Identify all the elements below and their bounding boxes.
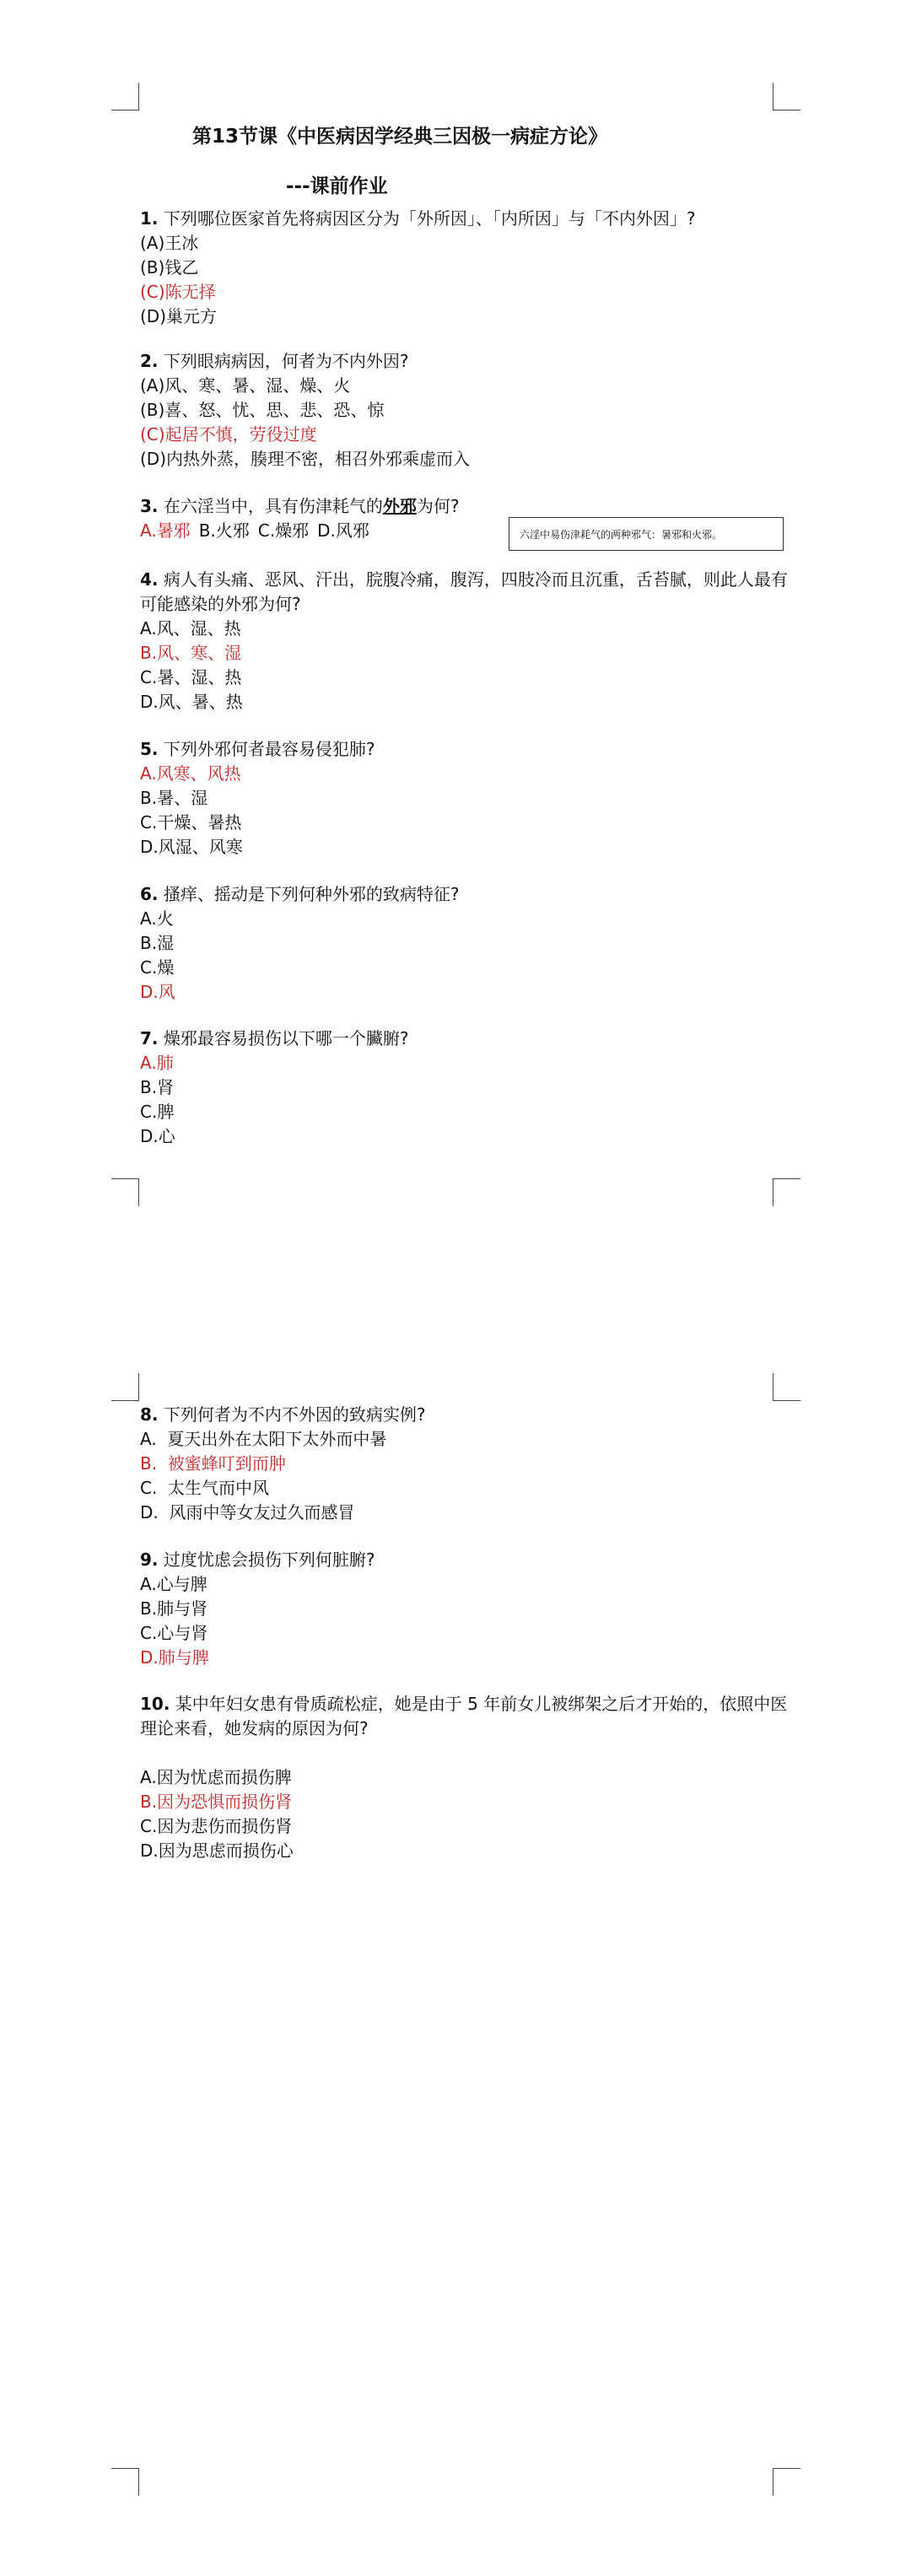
crop-mark-top-right [773,1373,800,1401]
question-text: 下列外邪何者最容易侵犯肺? [163,739,375,759]
question-number: 5. [140,739,159,759]
crop-mark-top-right [773,83,800,110]
option: (D)巢元方 [140,306,218,326]
question-10 [140,1692,790,1863]
question-4 [140,568,790,714]
option: B.湿 [140,933,175,953]
question-text: 病人有头痛、恶风、汗出，脘腹冷痛，腹泻，四肢冷而且沉重，舌苔腻，则此人最有可能感染的外邪为何? [140,569,788,614]
question-number: 8. [140,1404,159,1425]
question-number: 6. [140,884,159,904]
answer-option: B. 被蜜蜂叮到而肿 [140,1453,286,1474]
question-text: 下列何者为不内不外因的致病实例? [163,1404,426,1425]
option: D.风、暑、热 [140,692,243,712]
option: D.风邪 [317,520,369,541]
question-7 [140,1027,790,1149]
option: B.肾 [140,1077,175,1097]
crop-mark-top-left [111,1373,139,1401]
question-number: 3. [140,496,159,516]
option: A.火 [140,908,174,929]
question-number: 1. [140,208,159,229]
answer-option: A.肺 [140,1053,174,1073]
question-number: 9. [140,1549,159,1570]
option: (A)风、寒、暑、湿、燥、火 [140,375,351,396]
page-title: 第13节课《中医病因学经典三因极一病症方论》 [192,126,608,148]
question-text: 搔痒、摇动是下列何种外邪的致病特征? [163,884,460,904]
option: C.干燥、暑热 [140,812,242,833]
question-number: 4. [140,569,159,590]
answer-option: B.风、寒、湿 [140,643,242,663]
question-text: 燥邪最容易损伤以下哪一个臟腑? [163,1028,409,1048]
question-text: 下列哪位医家首先将病因区分为「外所因」、「内所因」与「不内外因」? [163,208,696,229]
option: D.风湿、风寒 [140,837,243,857]
answer-option: (C)陈无择 [140,282,216,302]
question-5 [140,737,790,860]
option: C.心与肾 [140,1623,208,1643]
option: A.风、湿、热 [140,618,241,639]
option: D.心 [140,1126,175,1146]
option: C.燥 [140,957,175,978]
question-text: 某中年妇女患有骨质疏松症，她是由于 5 年前女儿被绑架之后才开始的，依照中医理论来看，她发病的原因为何? [140,1694,788,1738]
answer-option: D.肺与脾 [140,1647,209,1668]
option: A. 夏天出外在太阳下太外而中暑 [140,1429,387,1449]
option: C.因为悲伤而损伤肾 [140,1816,293,1836]
option: C.暑、湿、热 [140,667,242,687]
option: D. 风雨中等女友过久而感冒 [140,1502,355,1522]
crop-mark-bottom-left [111,2468,139,2496]
page-subtitle: ---课前作业 [286,175,388,197]
option: (A)王冰 [140,233,199,253]
crop-mark-top-left [111,83,139,110]
answer-note-box: 六淫中易伤津耗气的两种邪气：暑邪和火邪。 [509,517,784,551]
option: (D)内热外蒸，腠理不密，相召外邪乘虚而入 [140,449,471,469]
option: C.脾 [140,1102,175,1122]
option: B.肺与肾 [140,1598,208,1619]
answer-option: B.因为恐惧而损伤肾 [140,1792,293,1812]
option: (B)喜、怒、忧、思、悲、恐、惊 [140,400,385,420]
option: C.燥邪 [257,520,310,541]
option: B.暑、湿 [140,788,208,808]
crop-mark-bottom-right [773,2468,800,2496]
question-2 [140,349,790,472]
question-number: 10. [140,1694,170,1714]
crop-mark-bottom-right [773,1178,800,1206]
question-text: 下列眼病病因，何者为不内外因? [163,351,409,371]
option: A.因为忧虑而损伤脾 [140,1767,292,1787]
question-number: 7. [140,1028,159,1048]
option: (B)钱乙 [140,257,199,278]
answer-option: A.风寒、风热 [140,763,241,784]
answer-option: A.暑邪 [140,520,191,541]
option: B.火邪 [198,520,250,541]
option: C. 太生气而中风 [140,1478,270,1498]
answer-option: D.风 [140,982,175,1002]
crop-mark-bottom-left [111,1178,139,1206]
answer-option: (C)起居不慎，劳役过度 [140,424,317,445]
question-text-emphasis: 外邪 [382,496,417,516]
question-1 [140,207,790,329]
question-8 [140,1403,790,1525]
question-number: 2. [140,351,159,371]
question-text: 过度忧虑会损伤下列何脏腑? [163,1549,375,1570]
question-text-pre: 在六淫当中，具有伤津耗气的 [163,496,383,516]
question-9 [140,1548,790,1670]
option: A.心与脾 [140,1574,208,1594]
question-text-post: 为何? [416,496,460,516]
option: D.因为思虑而损伤心 [140,1840,294,1861]
question-6 [140,882,790,1005]
